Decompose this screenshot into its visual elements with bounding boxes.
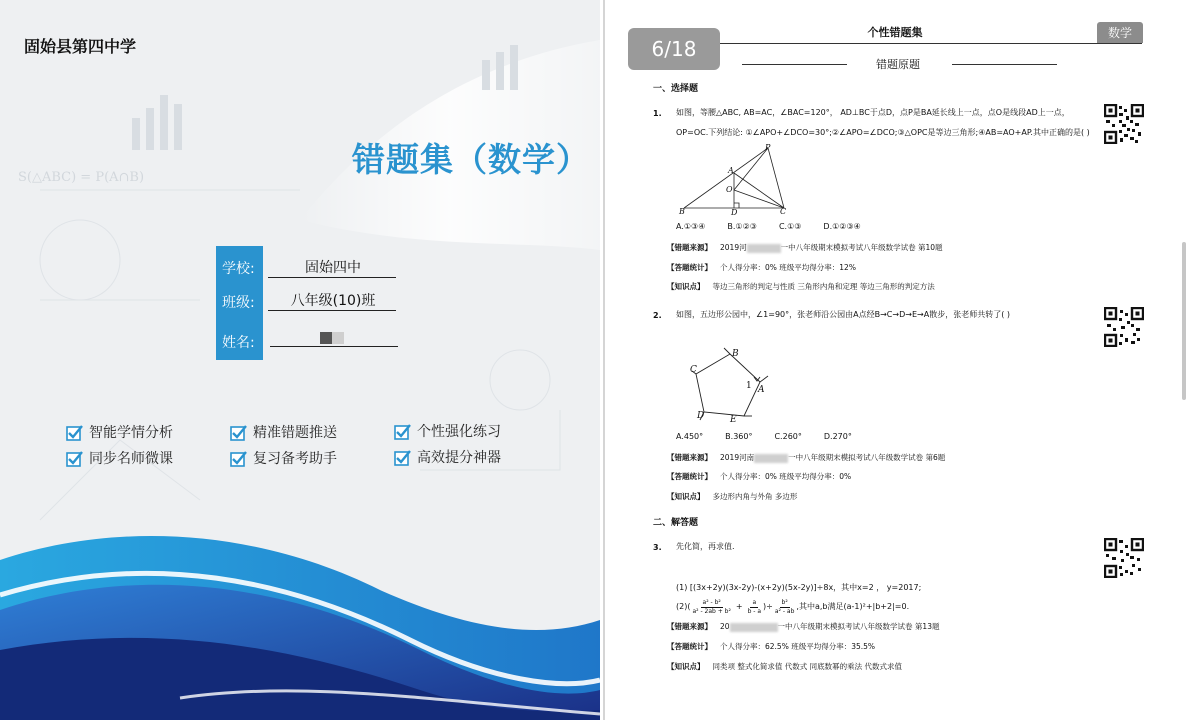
header-rule (720, 43, 1142, 44)
figure-label: 1 (746, 381, 752, 391)
figure-label: P (765, 143, 771, 152)
stats-value: 个人得分率：62.5% 班级平均得分率：35.5% (720, 642, 876, 651)
answer-options (676, 222, 883, 231)
bg-formula-left: S(△ABC) = P(A∩B) (18, 170, 145, 185)
name-redaction-block (320, 332, 332, 344)
source-suffix: 一中八年级期末模拟考试八年级数学试卷 第13题 (777, 622, 940, 631)
question-text (676, 537, 735, 557)
knowledge-value: 多边形内角与外角 多边形 (712, 492, 798, 501)
figure-label: B (679, 207, 685, 216)
question-text (676, 103, 1090, 143)
stats-row (667, 262, 856, 273)
checkbox-checked-icon (394, 449, 411, 466)
checkbox-checked-icon (230, 450, 247, 467)
sub2-divide: )÷ (763, 602, 773, 611)
fraction-numerator: a (752, 598, 757, 606)
feature-label: 精准错题推送 (253, 425, 337, 441)
question-number: 3. (653, 543, 662, 552)
qr-code-icon[interactable] (1104, 538, 1144, 578)
figure-label: O (726, 185, 733, 194)
knowledge-value: 同类项 整式化简求值 代数式 同底数幂的乘法 代数式求值 (712, 662, 903, 671)
page-divider (603, 0, 605, 720)
vertical-scrollbar[interactable] (1182, 242, 1186, 400)
qr-code-icon[interactable] (1104, 104, 1144, 144)
question-line: 如图，等腰△ABC, AB=AC，∠BAC=120°， AD⊥BC于点D，点P是BA延长线上一点，点O是线段AD上一点， (676, 108, 1070, 117)
question-line: OP=OC.下列结论: ①∠APO+∠DCO=30°;②∠APO=∠DCO;③△OPC是等边三角形;④AB=AO+AP.其中正确的是( ) (676, 128, 1090, 137)
question-line: 先化简，再求值. (676, 542, 735, 551)
figure-label: D (697, 411, 705, 421)
section-title-choice: 一、选择题 (653, 84, 699, 94)
fraction-numerator: b² (781, 598, 788, 606)
question-text (676, 305, 1010, 325)
subtitle-rule-right (952, 64, 1057, 65)
stats-value: 个人得分率：0% 班级平均得分率：0% (720, 472, 852, 481)
class-label: 班级: (222, 295, 255, 311)
fraction (775, 599, 795, 616)
feature-label: 智能学情分析 (89, 425, 173, 441)
checkbox-checked-icon (230, 424, 247, 441)
page-indicator: 6/18 (628, 28, 720, 70)
option: A.①③④ (676, 222, 706, 231)
sub2-suffix: ,其中a,b满足(a-1)²+|b+2|=0. (796, 602, 910, 611)
figure-label: A (728, 166, 734, 175)
option: A.450° (676, 432, 704, 441)
feature-item (394, 447, 501, 467)
feature-label: 复习备考助手 (253, 451, 337, 467)
stats-row (667, 641, 875, 652)
checkbox-checked-icon (394, 423, 411, 440)
option: C.260° (774, 432, 802, 441)
option: D.①②③④ (823, 222, 861, 231)
fraction (692, 599, 730, 616)
question-number: 2. (653, 311, 662, 320)
feature-label: 同步名师微课 (89, 451, 173, 467)
feature-label: 高效提分神器 (417, 450, 501, 466)
option: B.360° (725, 432, 753, 441)
stats-tag: 【答题统计】 (667, 642, 712, 651)
cover-wave-decoration (0, 500, 600, 720)
class-underline (268, 310, 396, 311)
stats-value: 个人得分率：0% 班级平均得分率：12% (720, 263, 856, 272)
section-title-solution: 二、解答题 (653, 518, 699, 528)
checkbox-checked-icon (66, 424, 83, 441)
source-tag: 【错题来源】 (667, 453, 712, 462)
option: D.270° (823, 432, 852, 441)
figure-label: B (732, 349, 739, 359)
stats-row (667, 471, 851, 482)
name-redaction-block-light (332, 332, 344, 344)
question-line: 如图，五边形公园中，∠1=90°，张老师沿公园由A点经B→C→D→E→A散步，张老师共转了( ) (676, 310, 1010, 319)
triangle-figure (676, 142, 788, 216)
cover-title: 错题集（数学） (352, 140, 590, 179)
school-label: 学校: (222, 261, 255, 277)
subtitle: 错题原题 (876, 58, 920, 71)
sub2-prefix: (2)( (676, 602, 691, 611)
pentagon-figure (690, 346, 770, 424)
name-underline (270, 346, 398, 347)
name-label: 姓名: (222, 335, 255, 351)
figure-label: E (730, 415, 737, 424)
feature-item (66, 448, 173, 468)
feature-item (230, 448, 337, 468)
fraction-denominator: b - a (747, 607, 762, 615)
figure-label: C (690, 365, 697, 375)
source-row (667, 242, 943, 253)
fraction-numerator: a² - b² (702, 598, 721, 606)
knowledge-tag: 【知识点】 (667, 662, 705, 671)
school-underline (268, 277, 396, 278)
source-redaction (747, 244, 781, 253)
knowledge-tag: 【知识点】 (667, 282, 705, 291)
checkbox-checked-icon (66, 450, 83, 467)
source-suffix: 一中八年级期末模拟考试八年级数学试卷 第6题 (788, 453, 946, 462)
knowledge-value: 等边三角形的判定与性质 三角形内角和定理 等边三角形的判定方法 (712, 282, 935, 291)
knowledge-row (667, 281, 935, 292)
source-prefix: 2019河 (720, 243, 747, 252)
feature-label: 个性强化练习 (417, 424, 501, 440)
qr-code-icon[interactable] (1104, 307, 1144, 347)
sub-question-1: (1) [(3x+2y)(3x-2y)-(x+2y)(5x-2y)]÷8x，其中x=2 ， y=2017; (676, 583, 922, 592)
fraction-denominator: a² - 2ab + b² (692, 607, 731, 615)
option: C.①③ (778, 222, 802, 231)
source-prefix: 2019河南 (720, 453, 755, 462)
stats-tag: 【答题统计】 (667, 472, 712, 481)
feature-item (394, 421, 501, 441)
source-prefix: 20 (720, 622, 730, 631)
fraction (748, 599, 761, 616)
subject-tag: 数学 (1097, 22, 1143, 43)
sub2-plus: + (735, 602, 743, 611)
figure-label: C (780, 207, 787, 216)
source-suffix: 一中八年级期末模拟考试八年级数学试卷 第10题 (780, 243, 943, 252)
class-value: 八年级(10)班 (290, 293, 376, 309)
answer-options (676, 432, 874, 441)
knowledge-row (667, 491, 797, 502)
source-tag: 【错题来源】 (667, 622, 712, 631)
figure-label: D (731, 208, 738, 216)
header-title: 个性错题集 (867, 26, 923, 39)
source-row (667, 452, 945, 463)
stats-tag: 【答题统计】 (667, 263, 712, 272)
feature-item (230, 422, 337, 442)
source-redaction (754, 454, 788, 463)
figure-label: A (758, 385, 765, 395)
source-redaction (730, 623, 778, 632)
knowledge-row (667, 661, 902, 672)
sub-question-2 (676, 597, 909, 617)
source-tag: 【错题来源】 (667, 243, 712, 252)
question-number: 1. (653, 109, 662, 118)
option: B.①②③ (727, 222, 757, 231)
feature-item (66, 422, 173, 442)
knowledge-tag: 【知识点】 (667, 492, 705, 501)
school-name: 固始县第四中学 (24, 37, 137, 56)
source-row (667, 621, 939, 632)
fraction-denominator: a² - ab (774, 607, 795, 615)
school-value: 固始四中 (305, 260, 361, 276)
